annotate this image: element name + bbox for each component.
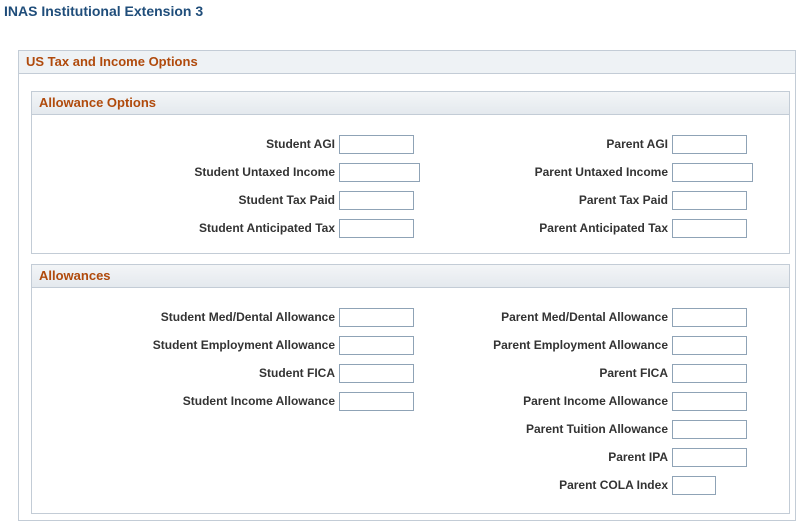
parent-tuition-allowance-label: Parent Tuition Allowance	[525, 422, 668, 436]
parent-untaxed-income-label: Parent Untaxed Income	[534, 165, 668, 179]
allowance-options-group	[31, 91, 790, 254]
allowance-options-header	[32, 92, 789, 115]
section-title: US Tax and Income Options	[26, 54, 198, 69]
parent-ipa-input[interactable]	[672, 448, 747, 467]
student-med-dental-allowance-label: Student Med/Dental Allowance	[160, 310, 335, 324]
parent-income-allowance-label: Parent Income Allowance	[523, 394, 668, 408]
parent-employment-allowance-input[interactable]	[672, 336, 747, 355]
student-tax-paid-label: Student Tax Paid	[238, 193, 335, 207]
allowances-title: Allowances	[39, 268, 111, 283]
parent-agi-input[interactable]	[672, 135, 747, 154]
parent-fica-input[interactable]	[672, 364, 747, 383]
parent-med-dental-allowance-input[interactable]	[672, 308, 747, 327]
student-anticipated-tax-input[interactable]	[339, 219, 414, 238]
student-tax-paid-input[interactable]	[339, 191, 414, 210]
student-fica-label: Student FICA	[259, 366, 335, 380]
parent-employment-allowance-label: Parent Employment Allowance	[493, 338, 668, 352]
parent-cola-index-input[interactable]	[672, 476, 716, 495]
student-med-dental-allowance-input[interactable]	[339, 308, 414, 327]
student-employment-allowance-input[interactable]	[339, 336, 414, 355]
student-employment-allowance-label: Student Employment Allowance	[152, 338, 335, 352]
us-tax-income-options-section	[18, 50, 796, 521]
allowances-group	[31, 264, 790, 514]
student-fica-input[interactable]	[339, 364, 414, 383]
parent-ipa-label: Parent IPA	[608, 450, 668, 464]
allowance-options-title: Allowance Options	[39, 95, 157, 110]
allowances-header	[32, 265, 789, 288]
parent-agi-label: Parent AGI	[606, 137, 668, 151]
parent-untaxed-income-input[interactable]	[672, 163, 753, 182]
section-header	[19, 51, 795, 74]
student-agi-input[interactable]	[339, 135, 414, 154]
page-title: INAS Institutional Extension 3	[4, 3, 204, 19]
parent-med-dental-allowance-label: Parent Med/Dental Allowance	[501, 310, 668, 324]
parent-fica-label: Parent FICA	[599, 366, 668, 380]
student-anticipated-tax-label: Student Anticipated Tax	[198, 221, 335, 235]
student-untaxed-income-label: Student Untaxed Income	[194, 165, 335, 179]
parent-cola-index-label: Parent COLA Index	[559, 478, 668, 492]
parent-income-allowance-input[interactable]	[672, 392, 747, 411]
student-income-allowance-input[interactable]	[339, 392, 414, 411]
student-untaxed-income-input[interactable]	[339, 163, 420, 182]
student-income-allowance-label: Student Income Allowance	[182, 394, 335, 408]
parent-tax-paid-input[interactable]	[672, 191, 747, 210]
student-agi-label: Student AGI	[266, 137, 335, 151]
parent-anticipated-tax-input[interactable]	[672, 219, 747, 238]
parent-tuition-allowance-input[interactable]	[672, 420, 747, 439]
parent-anticipated-tax-label: Parent Anticipated Tax	[539, 221, 668, 235]
parent-tax-paid-label: Parent Tax Paid	[578, 193, 668, 207]
